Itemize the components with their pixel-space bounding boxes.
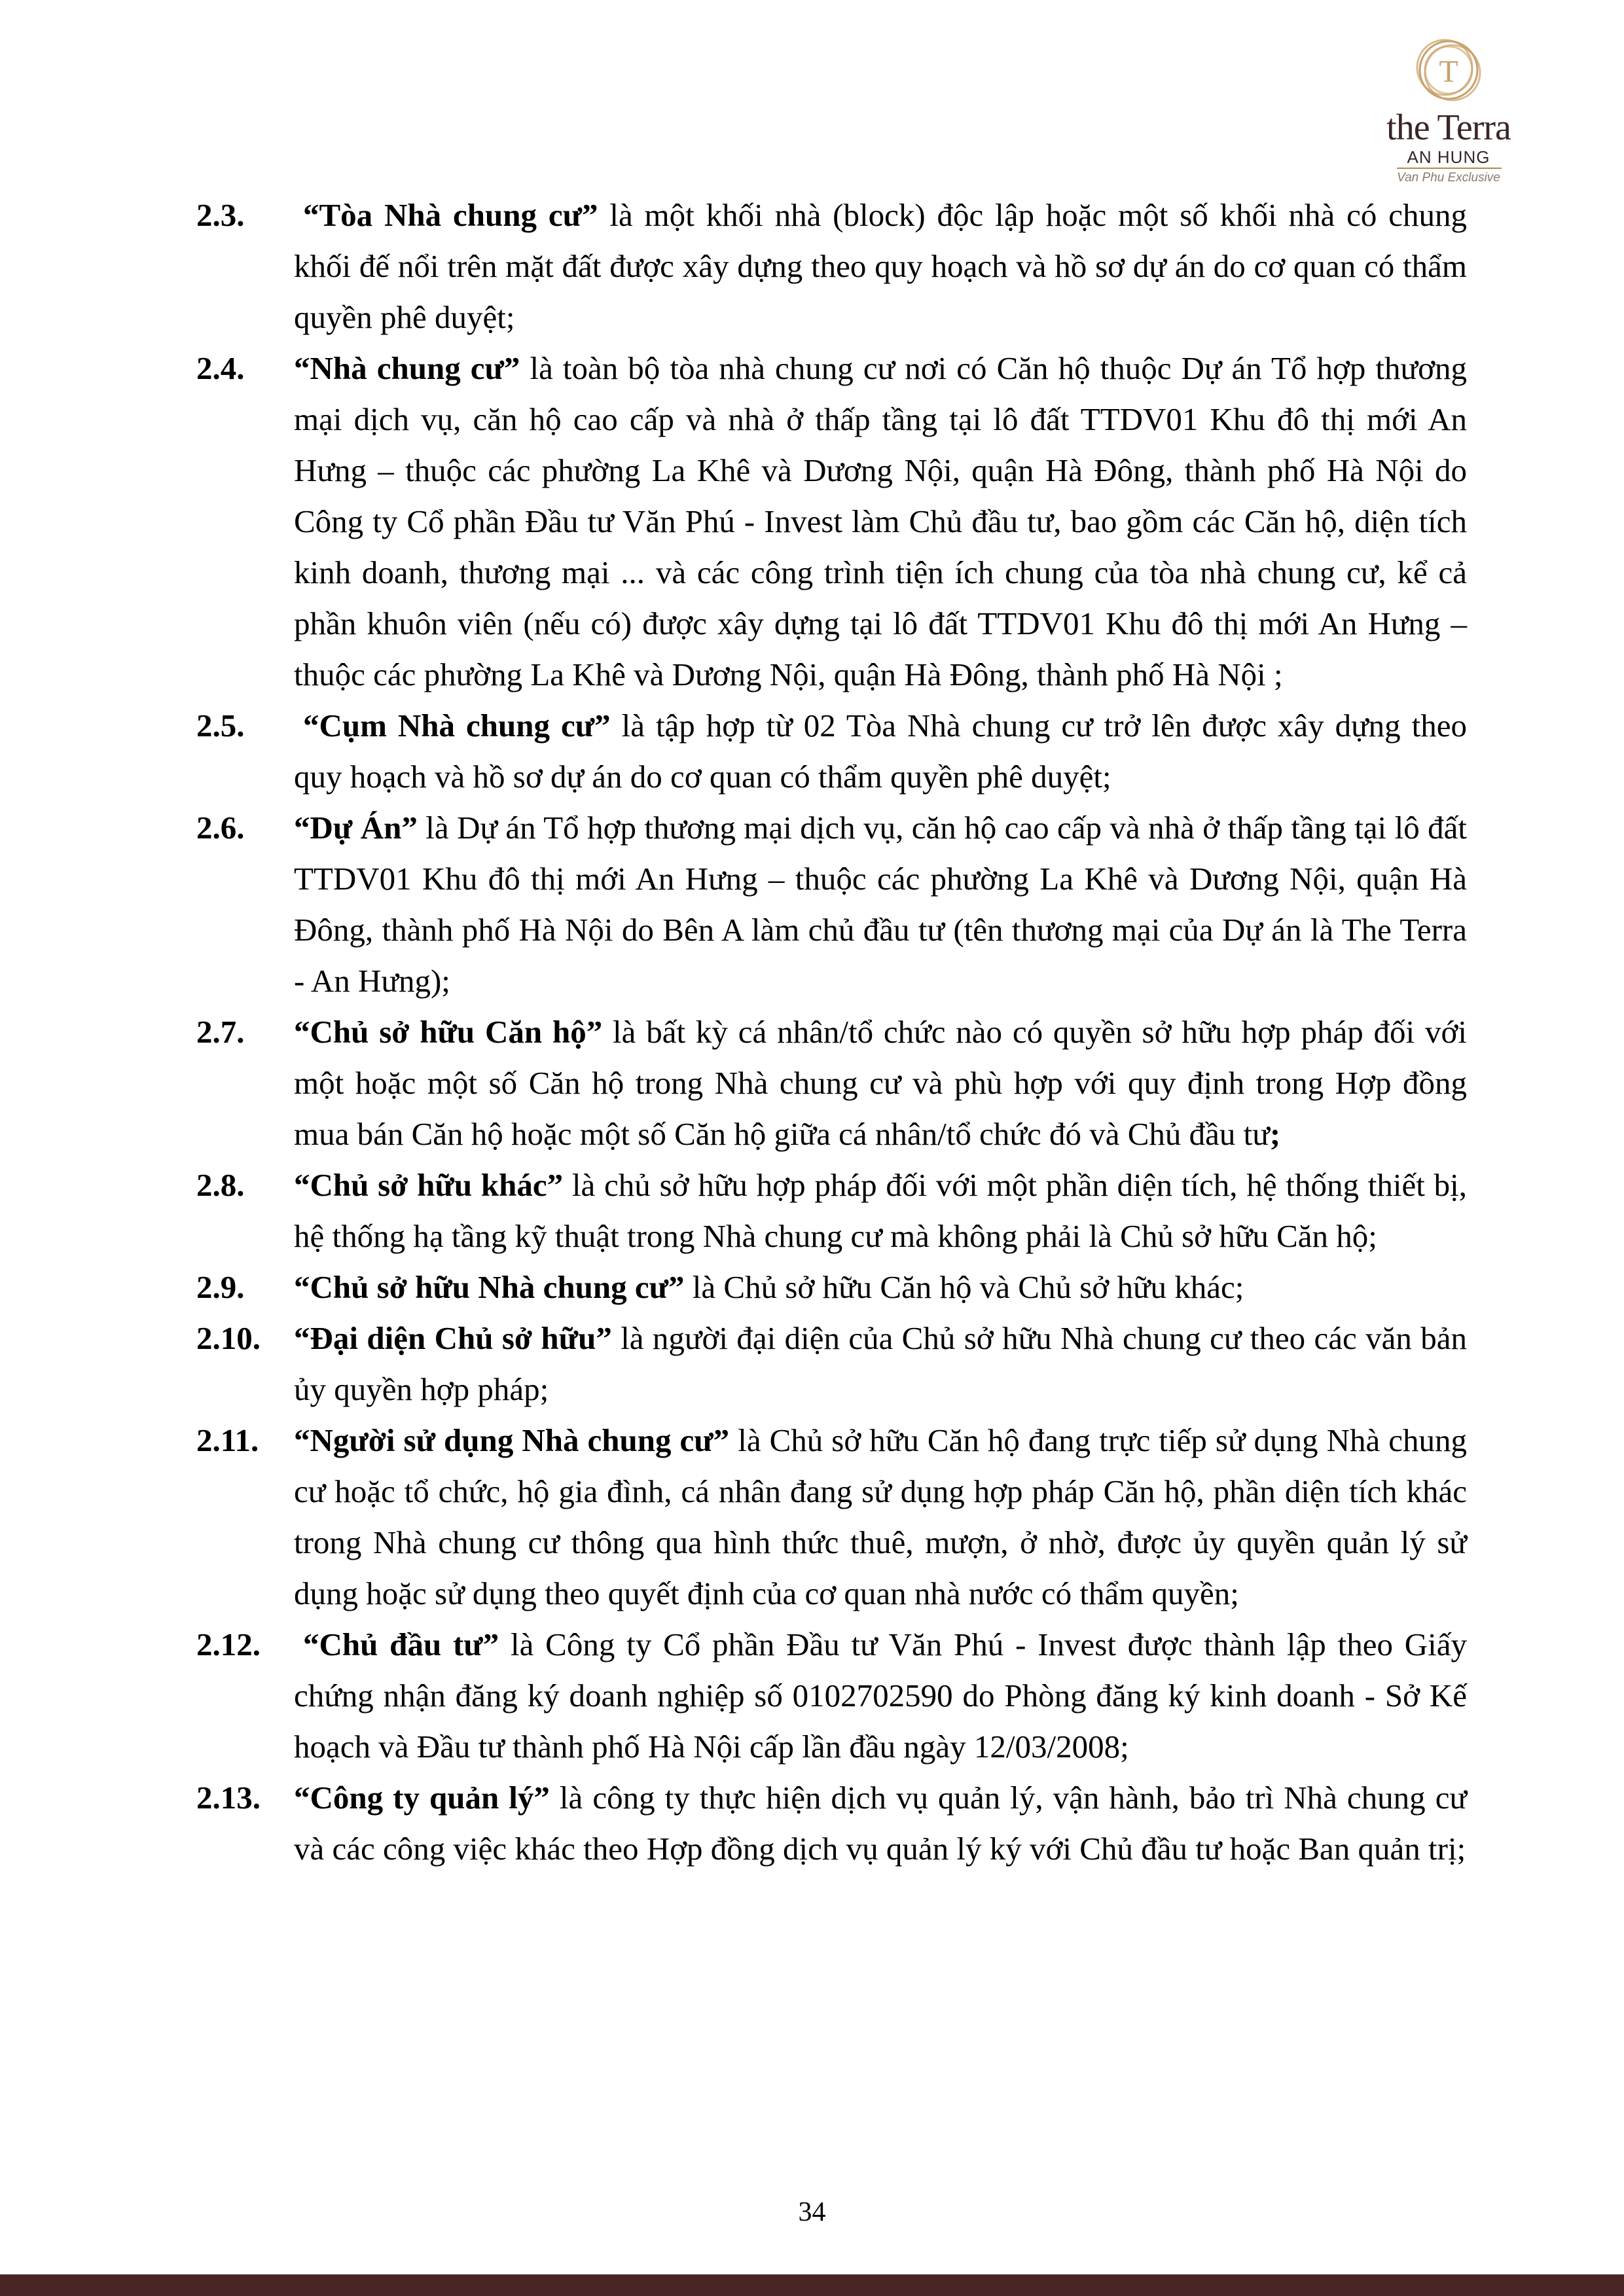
clause-text — [294, 1160, 1467, 1262]
clause-number: 2.5. — [196, 708, 245, 744]
definition-item — [0, 1262, 1624, 1313]
clause-number: 2.10. — [196, 1320, 261, 1356]
clause-number: 2.9. — [196, 1269, 245, 1305]
defined-term: “Chủ sở hữu khác” — [294, 1167, 564, 1203]
defined-term: “Tòa Nhà chung cư” — [303, 197, 598, 233]
definition-item — [0, 700, 1624, 802]
definition-text: là Chủ sở hữu Căn hộ và Chủ sở hữu khác; — [684, 1269, 1244, 1305]
clause-number: 2.12. — [196, 1626, 261, 1662]
definition-text: là bất kỳ cá nhân/tổ chức nào có quyền sở hữu hợp pháp đối với một hoặc một số Căn hộ trong Nhà chung cư và phù hợp với quy định trong Hợp đồng mua bán Căn hộ hoặc một số Căn hộ giữa cá nhân/tổ chức đó và Chủ đầu tư — [294, 1014, 1468, 1152]
defined-term: “Chủ sở hữu Nhà chung cư” — [294, 1269, 685, 1305]
definition-item — [0, 1415, 1624, 1619]
defined-term: “Nhà chung cư” — [294, 350, 520, 386]
company-logo — [1377, 36, 1547, 187]
clause-text — [294, 1262, 1467, 1313]
clause-text — [294, 1415, 1467, 1619]
defined-term: “Người sử dụng Nhà chung cư” — [294, 1422, 730, 1458]
logo-divider — [1397, 168, 1502, 169]
definition-text: là Công ty Cổ phần Đầu tư Văn Phú - Invest được thành lập theo Giấy chứng nhận đăng ký doanh nghiệp số 0102702590 do Phòng đăng ký kinh doanh - Sở Kế hoạch và Đầu tư thành phố Hà Nội cấp lần đầu ngày 12/03/2008; — [294, 1626, 1467, 1765]
definition-text: là Chủ sở hữu Căn hộ đang trực tiếp sử dụng Nhà chung cư hoặc tổ chức, hộ gia đình, cá nhân đang sử dụng hợp pháp Căn hộ, phần diện tích khác trong Nhà chung cư thông qua hình thức thuê, mượn, ở nhờ, được ủy quyền quản lý sử dụng hoặc sử dụng theo quyết định của cơ quan nhà nước có thẩm quyền; — [294, 1422, 1467, 1611]
clause-text — [294, 1619, 1467, 1772]
logo-subtitle: AN HUNG — [1407, 147, 1490, 167]
definition-text: là toàn bộ tòa nhà chung cư nơi có Căn hộ thuộc Dự án Tổ hợp thương mại dịch vụ, căn hộ cao cấp và nhà ở thấp tầng tại lô đất TTDV01 Khu đô thị mới An Hưng – thuộc các phường La Khê và Dương Nội, quận Hà Đông, thành phố Hà Nội do Công ty Cổ phần Đầu tư Văn Phú - Invest làm Chủ đầu tư, bao gồm các Căn hộ, diện tích kinh doanh, thương mại ... và các công trình tiện ích chung của tòa nhà chung cư, kể cả phần khuôn viên (nếu có) được xây dựng tại lô đất TTDV01 Khu đô thị mới An Hưng – thuộc các phường La Khê và Dương Nội, quận Hà Đông, thành phố Hà Nội ; — [294, 350, 1467, 692]
defined-term: “Chủ đầu tư” — [303, 1626, 499, 1662]
clause-number: 2.7. — [196, 1014, 245, 1050]
clause-text — [294, 343, 1467, 700]
clause-end-mark: ; — [1269, 1116, 1281, 1152]
terra-emblem-icon — [1377, 36, 1520, 108]
definition-item — [0, 1619, 1624, 1772]
clause-number: 2.8. — [196, 1167, 245, 1203]
definition-text: là Dự án Tổ hợp thương mại dịch vụ, căn hộ cao cấp và nhà ở thấp tầng tại lô đất TTDV01 Khu đô thị mới An Hưng – thuộc các phường La Khê và Dương Nội, quận Hà Đông, thành phố Hà Nội do Bên A làm chủ đầu tư (tên thương mại của Dự án là The Terra - An Hưng); — [294, 810, 1467, 999]
clause-number: 2.6. — [196, 810, 245, 846]
clause-text — [294, 700, 1467, 802]
logo-tagline: Van Phu Exclusive — [1397, 171, 1500, 185]
logo-letter: T — [1439, 54, 1458, 89]
clause-number: 2.4. — [196, 350, 245, 386]
definition-text: là một khối nhà (block) độc lập hoặc một số khối nhà có chung khối đế nổi trên mặt đất được xây dựng theo quy hoạch và hồ sơ dự án do cơ quan có thẩm quyền phê duyệt; — [294, 197, 1467, 335]
logo-brand: the Terra — [1386, 107, 1511, 148]
definition-item — [0, 190, 1624, 343]
footer-bar — [0, 2274, 1624, 2296]
defined-term: “Dự Án” — [294, 810, 418, 846]
definition-item — [0, 1007, 1624, 1160]
definition-text: là người đại diện của Chủ sở hữu Nhà chung cư theo các văn bản ủy quyền hợp pháp; — [294, 1320, 1467, 1407]
definition-item — [0, 802, 1624, 1007]
definition-item — [0, 1313, 1624, 1415]
clause-text — [294, 1007, 1467, 1160]
defined-term: “Đại diện Chủ sở hữu” — [294, 1320, 612, 1356]
definition-item — [0, 1160, 1624, 1262]
definition-item — [0, 343, 1624, 700]
definitions-list — [0, 190, 1624, 1874]
clause-text — [294, 1772, 1467, 1874]
clause-number: 2.3. — [196, 197, 245, 233]
clause-number: 2.13. — [196, 1780, 261, 1816]
clause-text — [294, 1313, 1467, 1415]
definition-text: là công ty thực hiện dịch vụ quản lý, vận hành, bảo trì Nhà chung cư và các công việc khác theo Hợp đồng dịch vụ quản lý ký với Chủ đầu tư hoặc Ban quản trị; — [294, 1780, 1467, 1867]
definition-item — [0, 1772, 1624, 1874]
clause-text — [294, 802, 1467, 1007]
clause-text — [294, 190, 1467, 343]
defined-term: “Chủ sở hữu Căn hộ” — [294, 1014, 603, 1050]
defined-term: “Công ty quản lý” — [294, 1780, 550, 1816]
page-number: 34 — [798, 2197, 826, 2227]
definition-text: là chủ sở hữu hợp pháp đối với một phần diện tích, hệ thống thiết bị, hệ thống hạ tầng kỹ thuật trong Nhà chung cư mà không phải là Chủ sở hữu Căn hộ; — [294, 1167, 1467, 1254]
definition-text: là tập hợp từ 02 Tòa Nhà chung cư trở lên được xây dựng theo quy hoạch và hồ sơ dự án do cơ quan có thẩm quyền phê duyệt; — [294, 708, 1468, 795]
defined-term: “Cụm Nhà chung cư” — [303, 708, 611, 744]
clause-number: 2.11. — [196, 1422, 259, 1458]
